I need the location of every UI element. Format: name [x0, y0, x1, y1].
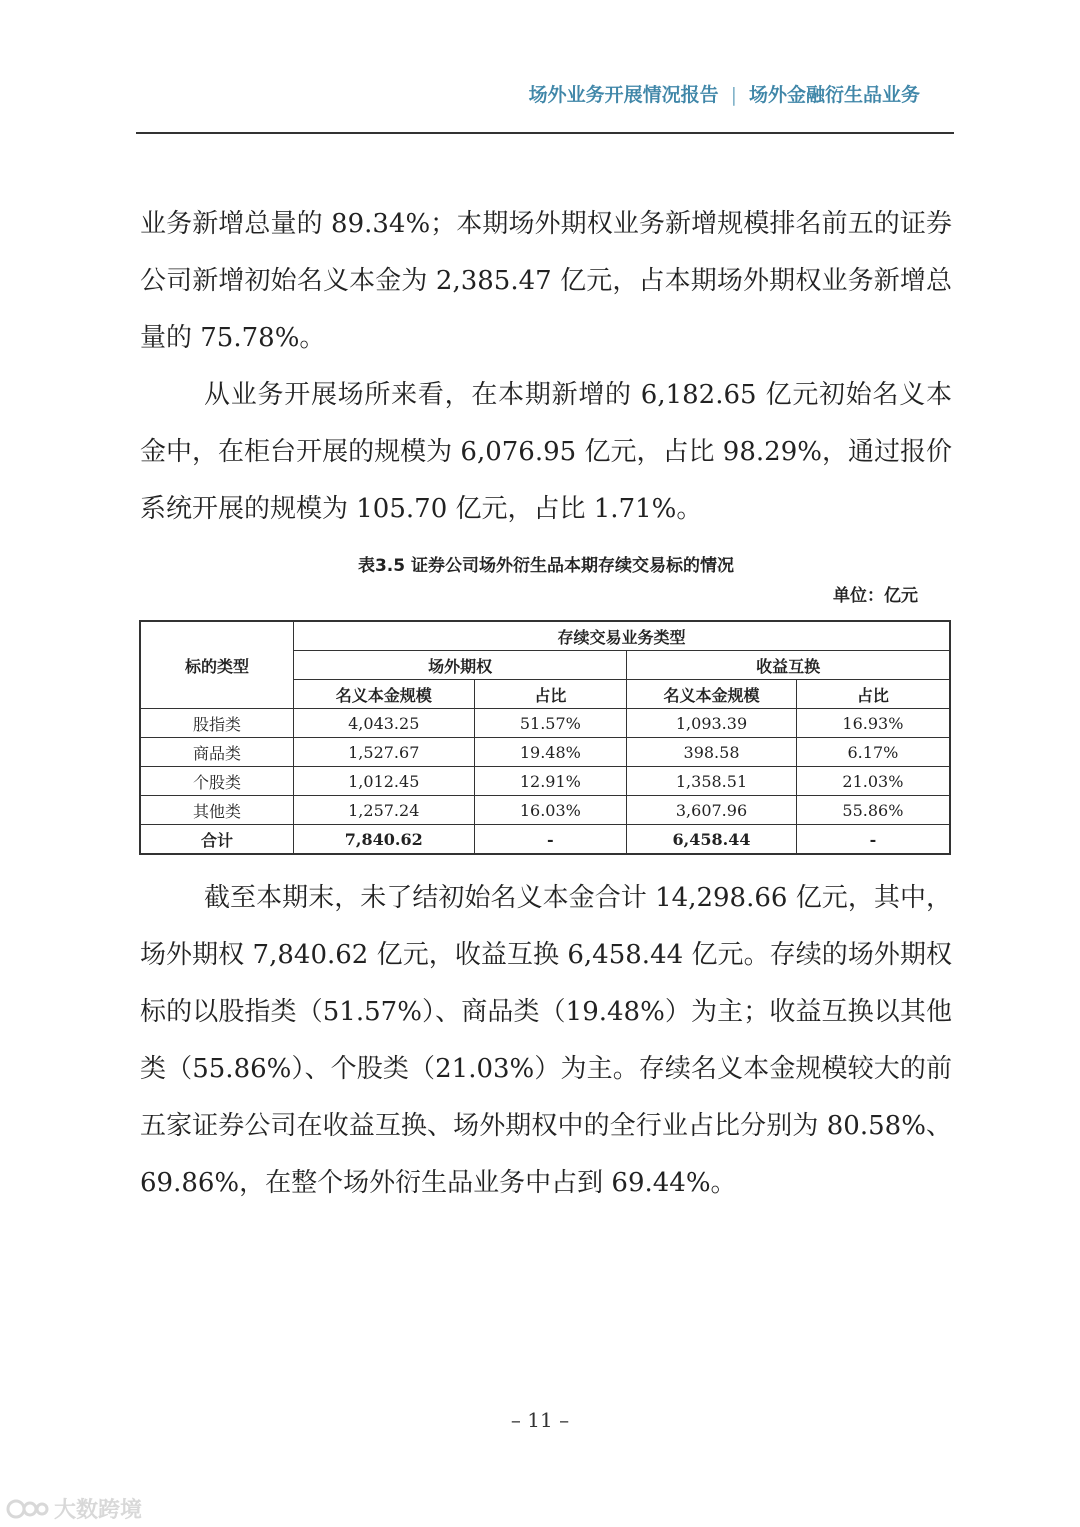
cell-swap-notional: 3,607.96	[627, 796, 797, 825]
table-row	[140, 767, 950, 796]
table-row	[140, 738, 950, 767]
table-row	[140, 709, 950, 738]
cell-opt-share: 19.48%	[474, 738, 627, 767]
header-rule	[136, 132, 954, 134]
cell-swap-share: 55.86%	[796, 796, 950, 825]
paragraph-3: 截至本期末，未了结初始名义本金合计 14,298.66 亿元，其中，场外期权 7,840.62 亿元，收益互换 6,458.44 亿元。存续的场外期权标的以股指类（51.57%）、商品类（19.48%）为主；收益互换以其他类（55.86%）、个股类（21.03%）为主。存续名义本金规模较大的前五家证券公司在收益互换、场外期权中的全行业占比分别为 80.58%、69.86%，在整个场外衍生品业务中占到 69.44%。	[140, 883, 952, 1198]
cell-opt-notional: 4,043.25	[293, 709, 474, 738]
running-header	[136, 80, 920, 107]
cell-type: 其他类	[140, 796, 293, 825]
cell-swap-notional: 1,358.51	[627, 767, 797, 796]
cell-total-label: 合计	[140, 825, 293, 855]
header-otc-options: 场外期权	[293, 651, 626, 680]
table-row	[140, 796, 950, 825]
cell-swap-notional: 398.58	[627, 738, 797, 767]
watermark	[6, 1493, 142, 1524]
cell-opt-share: 51.57%	[474, 709, 627, 738]
section-title: 场外金融衍生品业务	[748, 84, 920, 106]
cell-opt-share: 16.03%	[474, 796, 627, 825]
watermark-text: 大数跨境	[54, 1498, 143, 1523]
cell-swap-share: 6.17%	[796, 738, 950, 767]
cell-total-opt-notional: 7,840.62	[293, 825, 474, 855]
header-swap-notional: 名义本金规模	[627, 680, 797, 709]
paragraph-2: 从业务开展场所来看，在本期新增的 6,182.65 亿元初始名义本金中，在柜台开展的规模为 6,076.95 亿元，占比 98.29%，通过报价系统开展的规模为 105.70 亿元，占比 1.71%。	[140, 380, 952, 524]
cell-type: 个股类	[140, 767, 293, 796]
cell-swap-notional: 1,093.39	[627, 709, 797, 738]
page-number: – 11 –	[510, 1408, 570, 1432]
cell-swap-share: 16.93%	[796, 709, 950, 738]
table-total-row	[140, 825, 950, 855]
cell-opt-share: 12.91%	[474, 767, 627, 796]
cell-opt-notional: 1,012.45	[293, 767, 474, 796]
cell-type: 股指类	[140, 709, 293, 738]
paragraph-1: 业务新增总量的 89.34%；本期场外期权业务新增规模排名前五的证券公司新增初始名义本金为 2,385.47 亿元，占本期场外期权业务新增总量的 75.78%。	[140, 209, 952, 353]
table-title: 表3.5 证券公司场外衍生品本期存续交易标的情况	[357, 556, 735, 576]
header-underlying-type: 标的类型	[140, 621, 293, 709]
cell-total-opt-share: -	[474, 825, 627, 855]
header-opt-notional: 名义本金规模	[293, 680, 474, 709]
header-swap-share: 占比	[796, 680, 950, 709]
underlying-table	[139, 620, 951, 855]
report-title: 场外业务开展情况报告	[528, 84, 719, 106]
cell-opt-notional: 1,257.24	[293, 796, 474, 825]
header-business-type: 存续交易业务类型	[293, 621, 950, 651]
cell-swap-share: 21.03%	[796, 767, 950, 796]
cell-type: 商品类	[140, 738, 293, 767]
table-unit: 单位：亿元	[833, 586, 918, 606]
header-income-swap: 收益互换	[627, 651, 950, 680]
header-separator: |	[730, 84, 737, 106]
cell-total-swap-notional: 6,458.44	[627, 825, 797, 855]
cell-total-swap-share: -	[796, 825, 950, 855]
cell-opt-notional: 1,527.67	[293, 738, 474, 767]
watermark-logo-icon	[6, 1496, 50, 1522]
header-opt-share: 占比	[474, 680, 627, 709]
